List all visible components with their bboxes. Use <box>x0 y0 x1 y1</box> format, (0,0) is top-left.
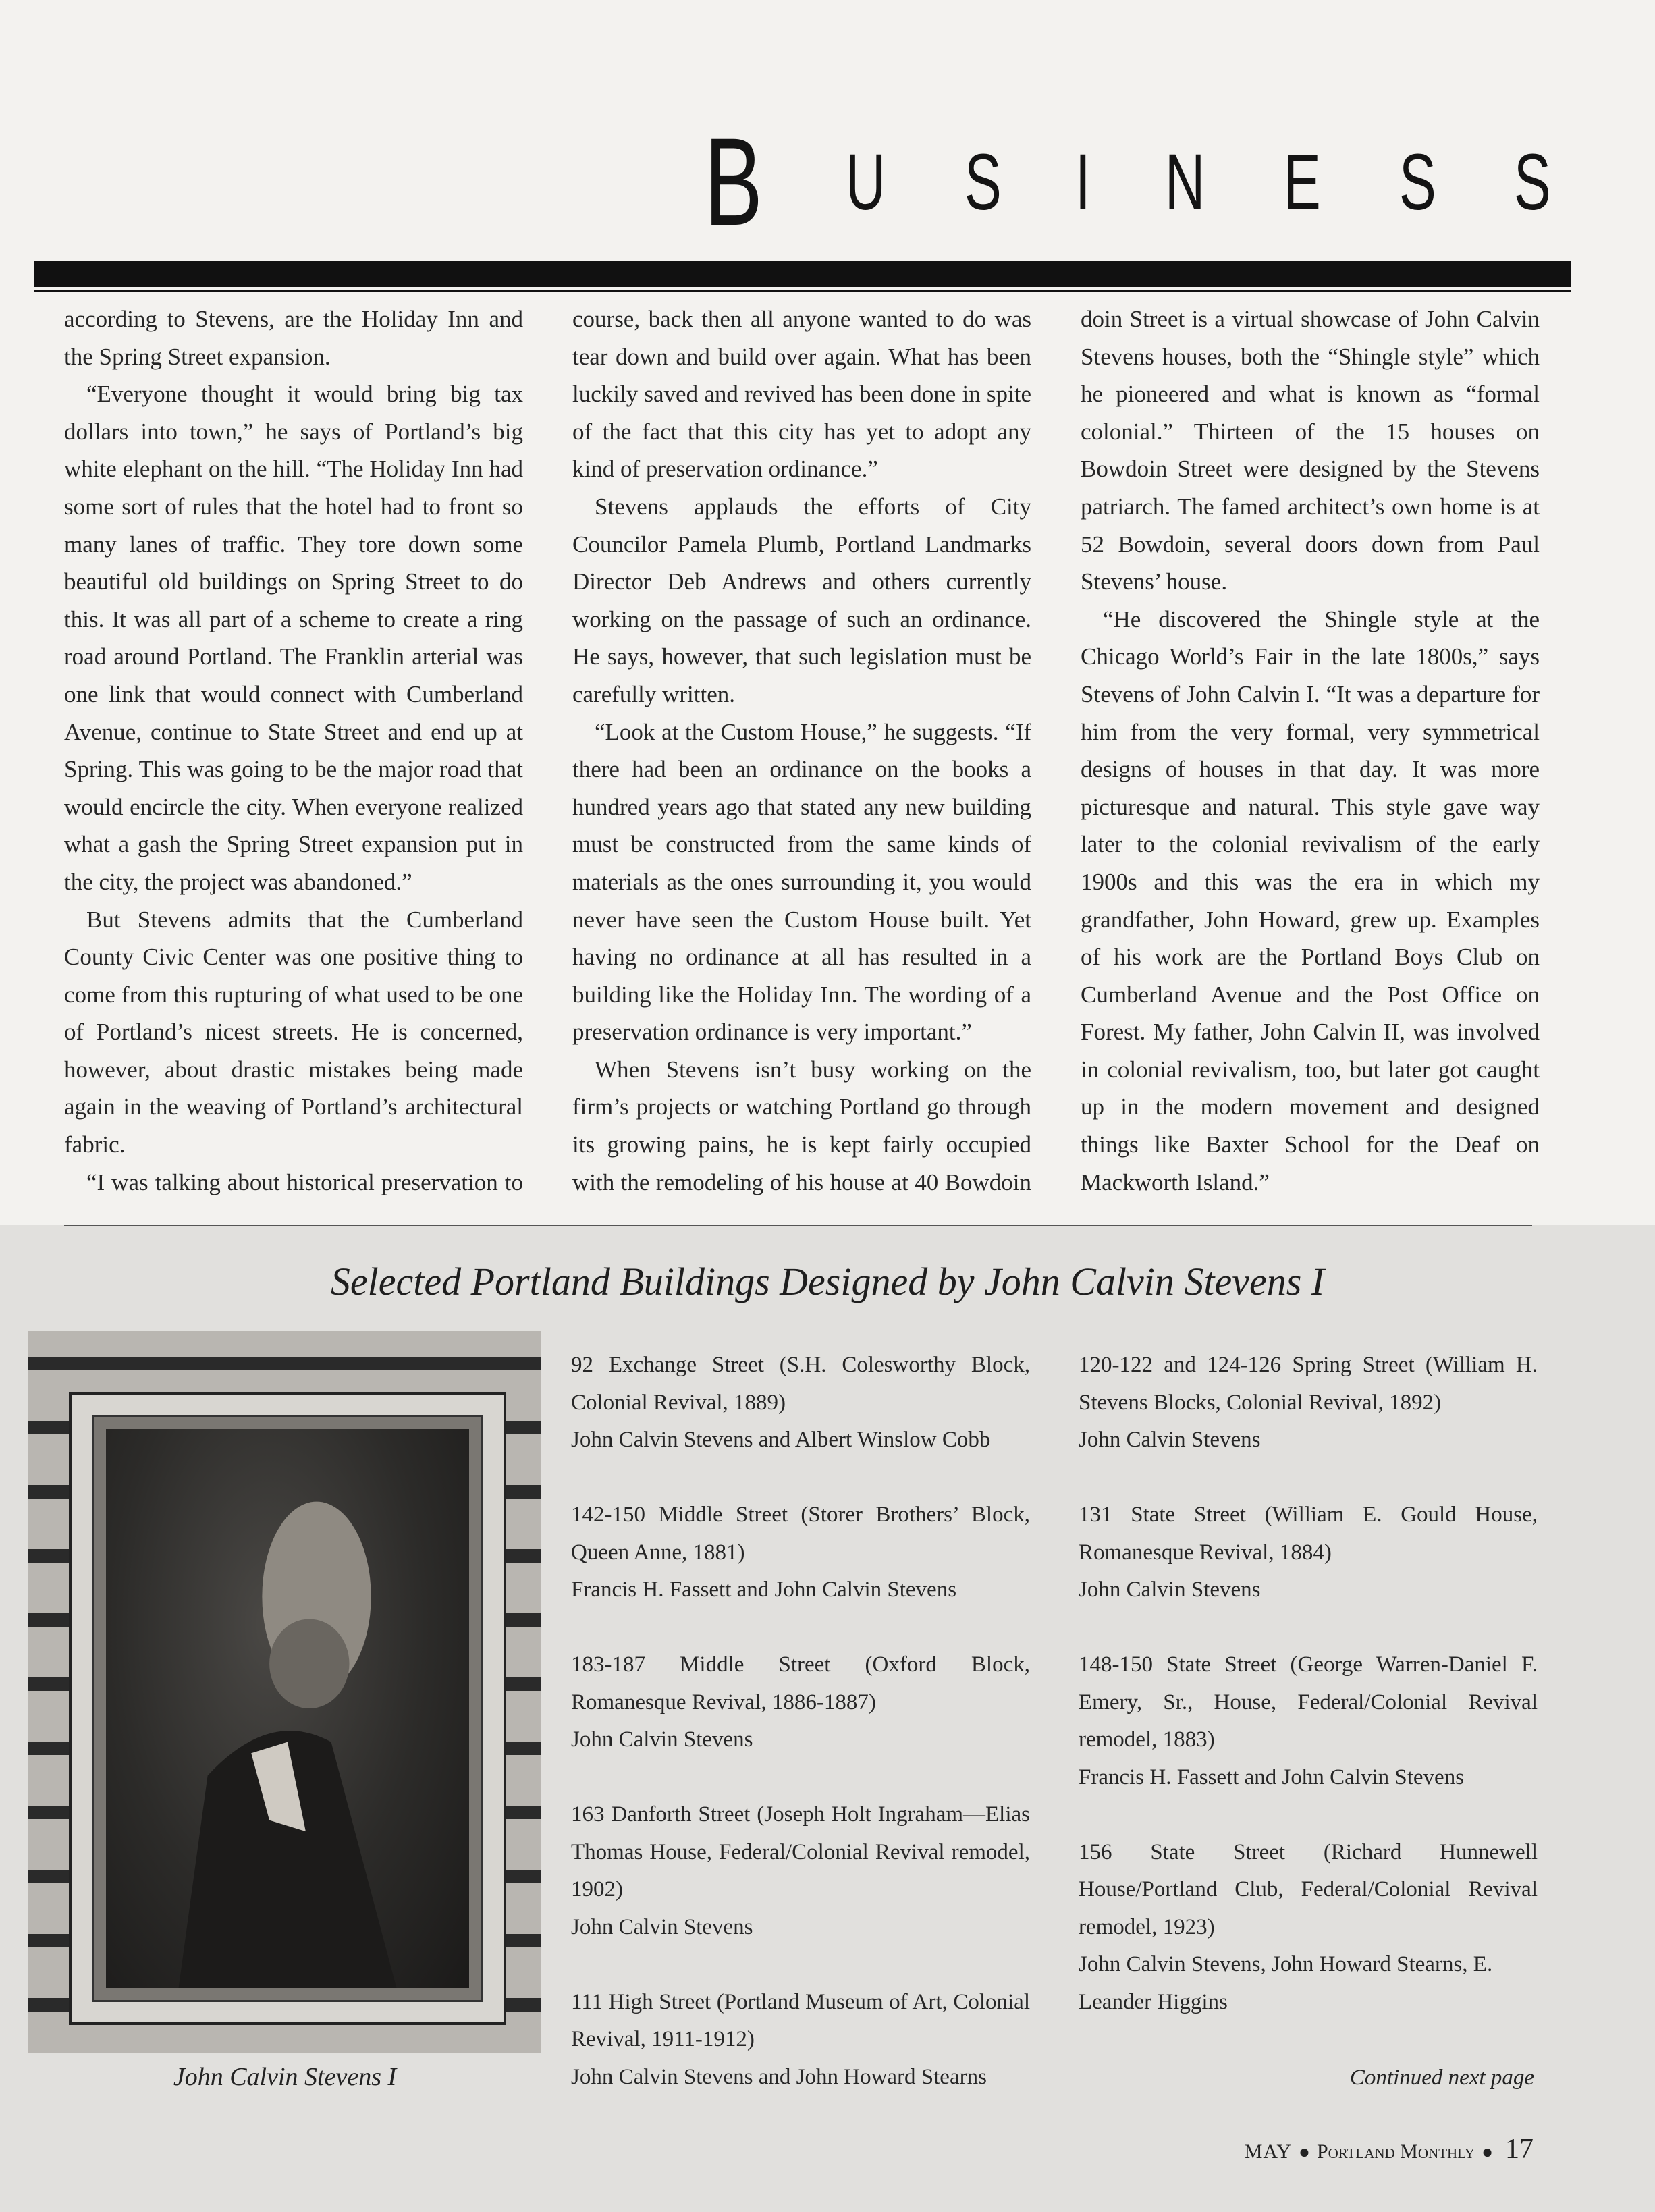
paragraph: “I was talking about historical preservation to <box>86 1168 523 1195</box>
paragraph: doin Street is a virtual showcase of John Calvin Stevens houses, both the “Shingle style” which he pioneered and what is known as “formal colonial.” Thirteen of the 15 houses on Bowdoin Street were designed by the Stevens patriarch. The famed architect’s own home is at 52 Bowdoin, several doors down from Paul Stevens’ house. <box>1081 306 1540 595</box>
building-architect: John Calvin Stevens and John Howard Stearns <box>571 2064 987 2089</box>
building-architect: John Calvin Stevens <box>571 1727 753 1752</box>
section-title-letter: E <box>1283 138 1321 227</box>
paragraph: “He discovered the Shingle style at the Chicago World’s Fair in the late 1800s,” says Stevens of John Calvin I. “It was a departure for him from the very formal, very symmetrical designs of houses in that day. It was more picturesque and natural. This style gave way later to the colonial revivalism of the early 1900s and this was the era in which my grandfather, John Howard, grew up. Examples of his work are the Portland Boys Club on Cumberland Avenue and the Post Office on Forest. My father, John Calvin II, was involved in colonial revivalism, too, but later got caught up in the modern movement and designed things like Baxter School for the Deaf on Mackworth Island.” <box>1081 605 1540 1195</box>
building-description: 131 State Street (William E. Gould House, Romanesque Revival, 1884) <box>1079 1503 1538 1565</box>
photo-caption: John Calvin Stevens I <box>173 2063 397 2091</box>
list-item <box>571 1646 1030 1759</box>
list-item <box>571 1496 1030 1609</box>
article-body <box>64 300 1546 1205</box>
paragraph <box>1081 1201 1540 1205</box>
list-item <box>1079 1646 1538 1796</box>
building-architect: John Calvin Stevens <box>1079 1577 1261 1602</box>
section-title-letter: S <box>965 138 1002 227</box>
building-list-right <box>1079 1347 1538 2059</box>
bullet-icon: ● <box>1482 2142 1493 2163</box>
paragraph: Stevens applauds the efforts of City Councilor Pamela Plumb, Portland Landmarks Director Deb Andrews and others currently working on the passage of such an ordinance. He says, however, that such legislation must be carefully written. <box>572 493 1031 707</box>
list-item <box>1079 1496 1538 1609</box>
building-architect: John Calvin Stevens and Albert Winslow Cobb <box>571 1428 991 1452</box>
paragraph: “Look at the Custom House,” he suggests. “If there had been an ordinance on the books a hundred years ago that stated any new building must be constructed from the same kinds of materials as the ones surrounding it, you would never have seen the Custom House built. Yet having no ordinance at all has resulted in a building like the Holiday Inn. The wording of a preservation ordinance is very important.” <box>572 718 1031 1046</box>
portrait-photo <box>28 1331 541 2053</box>
footer-magazine: Portland Monthly <box>1316 2140 1475 2163</box>
portrait-painting <box>106 1429 469 1988</box>
building-architect: John Calvin Stevens <box>1079 1428 1261 1452</box>
article-column-1 <box>64 300 523 1205</box>
portrait-figure <box>106 1429 469 1988</box>
building-description: 92 Exchange Street (S.H. Colesworthy Block, Colonial Revival, 1889) <box>571 1353 1030 1415</box>
building-description: 163 Danforth Street (Joseph Holt Ingraham—Elias Thomas House, Federal/Colonial Revival remodel, 1902) <box>571 1802 1030 1901</box>
building-description: 156 State Street (Richard Hunnewell House/Portland Club, Federal/Colonial Revival remodel, 1923) <box>1079 1839 1538 1939</box>
article-column-2 <box>572 300 1031 1205</box>
paragraph: When Stevens isn’t busy working on the firm’s projects or watching Portland go through its growing pains, he is kept fairly occupied with the remodeling of his house at 40 Bowdoin <box>572 1056 1031 1195</box>
building-description: 120-122 and 124-126 Spring Street (William H. Stevens Blocks, Colonial Revival, 1892) <box>1079 1353 1538 1415</box>
building-architect: John Calvin Stevens, John Howard Stearns, E. Leander Higgins <box>1079 1952 1493 2014</box>
paragraph: “Everyone thought it would bring big tax dollars into town,” he says of Portland’s big white elephant on the hill. “The Holiday Inn had some sort of rules that the hotel had to front so many lanes of traffic. They tore down some beautiful old buildings on Spring Street to do this. It was all part of a scheme to create a ring road around Portland. The Franklin arterial was one link that would connect with Cumberland Avenue, continue to State Street and end up at Spring. This was going to be the major road that would encircle the city. When everyone realized what a gash the Spring Street expansion put in the city, the project was abandoned.” <box>64 381 523 895</box>
continued-note: Continued next page <box>1349 2066 1534 2090</box>
section-title-letter: S <box>1399 138 1436 227</box>
list-item <box>571 1347 1030 1459</box>
paragraph: according to Stevens, are the Holiday Inn and the Spring Street expansion. <box>64 306 523 370</box>
building-description: 111 High Street (Portland Museum of Art, Colonial Revival, 1911-1912) <box>571 1989 1030 2051</box>
sidebar-title: Selected Portland Buildings Designed by John Calvin Stevens I <box>330 1260 1325 1303</box>
bullet-icon: ● <box>1299 2142 1310 2163</box>
building-description: 142-150 Middle Street (Storer Brothers’ Block, Queen Anne, 1881) <box>571 1503 1030 1565</box>
section-title <box>692 112 1559 252</box>
paragraph: But Stevens admits that the Cumberland County Civic Center was one positive thing to come from this rupturing of what used to be one of Portland’s nicest streets. He is concerned, however, about drastic mistakes being made again in the weaving of Portland’s architectural fabric. <box>64 906 523 1158</box>
section-title-letter: U <box>846 138 886 227</box>
building-description: 183-187 Middle Street (Oxford Block, Romanesque Revival, 1886-1887) <box>571 1652 1030 1715</box>
building-architect: John Calvin Stevens <box>571 1914 753 1939</box>
list-item <box>1079 1834 1538 2022</box>
page-footer <box>1245 2133 1534 2165</box>
section-title-letter: N <box>1164 138 1205 227</box>
building-description: 148-150 State Street (George Warren-Daniel F. Emery, Sr., House, Federal/Colonial Revival remodel, 1883) <box>1079 1652 1538 1752</box>
building-architect: Francis H. Fassett and John Calvin Stevens <box>1079 1764 1465 1789</box>
section-title-letter: S <box>1514 138 1552 227</box>
article-column-3 <box>1081 300 1540 1205</box>
list-item <box>571 1796 1030 1946</box>
footer-month: MAY <box>1244 2140 1293 2163</box>
section-title-letter: I <box>1075 138 1091 227</box>
header-rule-thin <box>34 290 1571 292</box>
list-item <box>1079 1347 1538 1459</box>
paragraph: course, back then all anyone wanted to do was tear down and build over again. What has been luckily saved and revived has been done in spite of the fact that this city has yet to adopt any kind of preservation ordinance.” <box>572 306 1031 483</box>
page-number: 17 <box>1505 2134 1534 2165</box>
section-title-letter: B <box>704 112 763 252</box>
building-architect: Francis H. Fassett and John Calvin Stevens <box>571 1577 957 1602</box>
section-divider <box>64 1225 1532 1226</box>
frame-inner <box>92 1415 483 2002</box>
picture-frame <box>69 1392 506 2025</box>
header-rule <box>34 261 1571 287</box>
building-list-left <box>571 1347 1030 2134</box>
list-item <box>571 1984 1030 2097</box>
